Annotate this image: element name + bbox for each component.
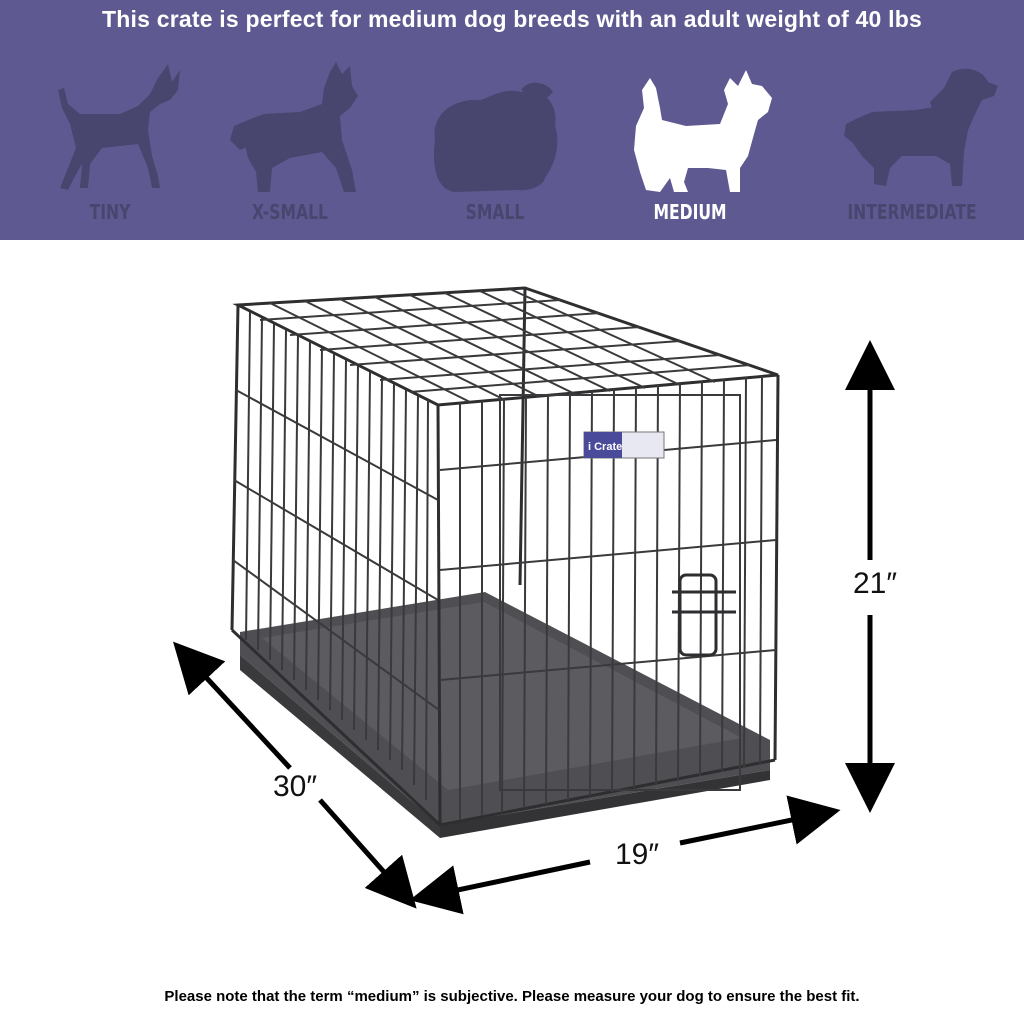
- size-label-medium: MEDIUM: [653, 200, 727, 224]
- door-latch-icon: [672, 575, 736, 655]
- brand-tag-label: i Crate: [588, 441, 623, 453]
- size-option-intermediate: [812, 60, 1012, 235]
- size-option-small: [395, 60, 595, 235]
- crate-drawing: [0, 240, 1024, 980]
- size-label-intermediate: INTERMEDIATE: [847, 200, 977, 224]
- headline: This crate is perfect for medium dog breeds with an adult weight of 40 lbs: [102, 6, 922, 32]
- height-dimension: 21″: [853, 567, 897, 600]
- size-label-x-small: X-SMALL: [252, 200, 328, 224]
- length-arrow-bottom: [320, 800, 400, 890]
- shih-tzu-icon: [395, 60, 595, 200]
- size-banner: [0, 0, 1024, 240]
- crate-illustration: [0, 240, 1024, 980]
- length-dimension: 30″: [273, 770, 317, 803]
- width-dimension: 19″: [615, 838, 659, 871]
- size-label-tiny: TINY: [89, 200, 131, 224]
- crate-brand-tag: [584, 432, 664, 458]
- width-arrow-left: [434, 862, 590, 895]
- size-label-small: SMALL: [465, 200, 525, 224]
- width-arrow-right: [680, 815, 816, 843]
- westie-icon: [590, 60, 790, 200]
- chihuahua-icon: [10, 60, 210, 200]
- size-option-medium: [590, 60, 790, 235]
- papillon-icon: [190, 60, 390, 200]
- size-option-x-small: [190, 60, 390, 235]
- spaniel-icon: [812, 60, 1012, 200]
- footnote: Please note that the term “medium” is subjective. Please measure your dog to ensure the best fit.: [164, 988, 860, 1005]
- size-option-tiny: [10, 60, 210, 235]
